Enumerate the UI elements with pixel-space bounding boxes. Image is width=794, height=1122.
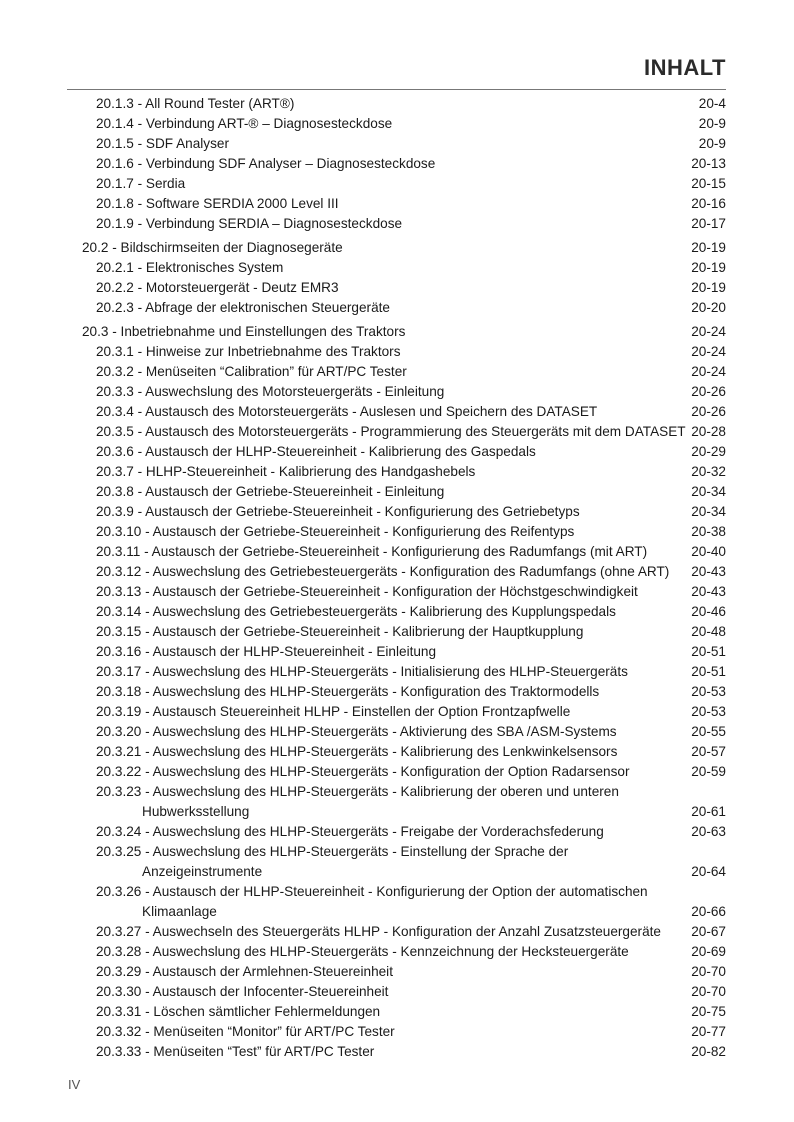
toc-entry-text-line2: Klimaanlage (142, 904, 217, 919)
toc-entry[interactable] (82, 742, 726, 762)
toc-entry-text: 20.3.2 - Menüseiten “Calibration” für ART/PC Tester (96, 364, 407, 379)
toc-entry-text: 20.3.18 - Auswechslung des HLHP-Steuergeräts - Konfiguration des Traktormodells (96, 684, 600, 699)
toc-tail-list (82, 922, 726, 1062)
toc-entry[interactable] (82, 94, 726, 114)
toc-entry-text: 20.3.21 - Auswechslung des HLHP-Steuergeräts - Kalibrierung des Lenkwinkelsensors (96, 744, 618, 759)
toc-entry[interactable] (82, 622, 726, 642)
toc-entry[interactable] (82, 882, 726, 922)
toc-entry[interactable] (82, 482, 726, 502)
toc-entry-text: 20.1.3 - All Round Tester (ART®) (96, 96, 295, 111)
toc-entry-page: 20-75 (691, 1004, 726, 1019)
toc-entry-text: 20.2.2 - Motorsteuergerät - Deutz EMR3 (96, 280, 339, 295)
toc-entry[interactable] (82, 942, 726, 962)
toc-entry-text: 20.1.9 - Verbindung SERDIA – Diagnosesteckdose (96, 216, 403, 231)
toc-entry-page: 20-34 (691, 484, 726, 499)
toc-entry[interactable] (82, 462, 726, 482)
toc-entry-page: 20-40 (691, 544, 726, 559)
toc-entry[interactable] (82, 922, 726, 942)
toc-entry[interactable] (82, 722, 726, 742)
toc-entry-text: 20.3.16 - Austausch der HLHP-Steuereinheit - Einleitung (96, 644, 437, 659)
toc-entry-page: 20-38 (691, 524, 726, 539)
toc-entry[interactable] (82, 962, 726, 982)
toc-entry-text: 20.3.9 - Austausch der Getriebe-Steuereinheit - Konfigurierung des Getriebetyps (96, 504, 580, 519)
toc-entry-text: 20.3.33 - Menüseiten “Test” für ART/PC Tester (96, 1044, 375, 1059)
toc-entry-page: 20-59 (691, 764, 726, 779)
toc-entry-text: 20.3.27 - Auswechseln des Steuergeräts HLHP - Konfiguration der Anzahl Zusatzsteuergeräte (96, 924, 661, 939)
toc-entry[interactable] (82, 154, 726, 174)
toc-entry-page: 20-32 (691, 464, 726, 479)
toc-entry[interactable] (82, 982, 726, 1002)
toc-entry-page: 20-64 (691, 864, 726, 879)
toc-entry-page: 20-4 (698, 96, 726, 111)
toc-entry-text: 20.3.28 - Auswechslung des HLHP-Steuergeräts - Kennzeichnung der Hecksteuergeräte (96, 944, 629, 959)
toc-entry-text: 20.3.32 - Menüseiten “Monitor” für ART/PC Tester (96, 1024, 395, 1039)
toc-entry-text: 20.3.12 - Auswechslung des Getriebesteuergeräts - Konfiguration des Radumfangs (ohne ART) (96, 564, 670, 579)
header-divider (67, 89, 726, 90)
toc-entry-text: 20.3.5 - Austausch des Motorsteuergeräts - Programmierung des Steuergeräts mit dem DATASET (96, 424, 686, 439)
toc-entry[interactable] (82, 782, 726, 822)
toc-entry[interactable] (82, 278, 726, 298)
toc-entry-page: 20-43 (691, 564, 726, 579)
toc-entry-text-line2: Hubwerksstellung (142, 804, 250, 819)
toc-entry[interactable] (82, 382, 726, 402)
toc-entry[interactable] (82, 114, 726, 134)
toc-entry-text: 20.2.3 - Abfrage der elektronischen Steuergeräte (96, 300, 390, 315)
toc-entry-text: 20.3.3 - Auswechslung des Motorsteuergeräts - Einleitung (96, 384, 445, 399)
toc-entry-text: 20.3.6 - Austausch der HLHP-Steuereinheit - Kalibrierung des Gaspedals (96, 444, 536, 459)
toc-entry-text-line2: Anzeigeinstrumente (142, 864, 263, 879)
toc-entry-page: 20-53 (691, 704, 726, 719)
toc-entry-page: 20-9 (698, 136, 726, 151)
toc-entry-text: 20.2.1 - Elektronisches System (96, 260, 284, 275)
table-of-contents (82, 94, 726, 1062)
toc-entry-page: 20-20 (691, 300, 726, 315)
toc-entry[interactable] (82, 522, 726, 542)
toc-entry-text: 20.3.11 - Austausch der Getriebe-Steuereinheit - Konfigurierung des Radumfangs (mit ART) (96, 544, 648, 559)
toc-entry-page: 20-15 (691, 176, 726, 191)
toc-entry-page: 20-43 (691, 584, 726, 599)
toc-entry-page: 20-51 (691, 664, 726, 679)
toc-entry-page: 20-19 (691, 240, 726, 255)
toc-entry-text: 20.1.8 - Software SERDIA 2000 Level III (96, 196, 339, 211)
toc-entry[interactable] (82, 562, 726, 582)
toc-entry-page: 20-17 (691, 216, 726, 231)
toc-entry-text (96, 782, 687, 822)
toc-main-list (82, 94, 726, 782)
toc-entry-page: 20-55 (691, 724, 726, 739)
toc-entry-page: 20-57 (691, 744, 726, 759)
toc-entry-page: 20-51 (691, 644, 726, 659)
toc-entry-page: 20-66 (691, 904, 726, 919)
toc-entry-page: 20-77 (691, 1024, 726, 1039)
toc-entry-page: 20-24 (691, 344, 726, 359)
toc-entry-text: 20.1.7 - Serdia (96, 176, 186, 191)
toc-entry[interactable] (82, 1002, 726, 1022)
toc-entry-text-line1: 20.3.25 - Auswechslung des HLHP-Steuergeräts - Einstellung der Sprache der (96, 844, 569, 859)
page-number: IV (68, 1077, 81, 1092)
toc-entry-text: 20.1.4 - Verbindung ART-® – Diagnosesteckdose (96, 116, 393, 131)
toc-entry-page: 20-48 (691, 624, 726, 639)
toc-entry-text: 20.3.22 - Auswechslung des HLHP-Steuergeräts - Konfiguration der Option Radarsensor (96, 764, 630, 779)
toc-entry-text: 20.3 - Inbetriebnahme und Einstellungen des Traktors (82, 324, 406, 339)
toc-entry-text: 20.3.8 - Austausch der Getriebe-Steuereinheit - Einleitung (96, 484, 445, 499)
toc-entry-text: 20.3.10 - Austausch der Getriebe-Steuereinheit - Konfigurierung des Reifentyps (96, 524, 575, 539)
toc-entry[interactable] (82, 542, 726, 562)
toc-entry[interactable] (82, 1042, 726, 1062)
toc-entry[interactable] (82, 298, 726, 318)
toc-entry-page: 20-67 (691, 924, 726, 939)
toc-entry[interactable] (82, 662, 726, 682)
toc-entry-text (96, 882, 687, 922)
toc-entry-text: 20.3.31 - Löschen sämtlicher Fehlermeldungen (96, 1004, 381, 1019)
toc-entry-page: 20-24 (691, 364, 726, 379)
toc-entry-text (96, 842, 687, 882)
toc-entry[interactable] (82, 134, 726, 154)
toc-entry[interactable] (82, 194, 726, 214)
toc-section-entry[interactable] (82, 322, 726, 342)
toc-entry-text: 20.3.13 - Austausch der Getriebe-Steuereinheit - Konfiguration der Höchstgeschwindigkeit (96, 584, 638, 599)
toc-entry[interactable] (82, 682, 726, 702)
toc-entry[interactable] (82, 1022, 726, 1042)
toc-entry-text: 20.1.5 - SDF Analyser (96, 136, 229, 151)
toc-entry-page: 20-26 (691, 404, 726, 419)
toc-entry-text: 20.3.7 - HLHP-Steuereinheit - Kalibrierung des Handgashebels (96, 464, 476, 479)
toc-entry-page: 20-61 (691, 804, 726, 819)
toc-entry[interactable] (82, 174, 726, 194)
toc-entry-page: 20-34 (691, 504, 726, 519)
toc-entry-page: 20-13 (691, 156, 726, 171)
toc-entry-page: 20-29 (691, 444, 726, 459)
toc-entry[interactable] (82, 214, 726, 234)
toc-entry-text: 20.3.24 - Auswechslung des HLHP-Steuergeräts - Freigabe der Vorderachsfederung (96, 824, 604, 839)
toc-entry[interactable] (82, 762, 726, 782)
toc-entry[interactable] (82, 642, 726, 662)
toc-entry-text: 20.3.29 - Austausch der Armlehnen-Steuereinheit (96, 964, 393, 979)
toc-entry-page: 20-46 (691, 604, 726, 619)
toc-entry-text: 20.3.1 - Hinweise zur Inbetriebnahme des Traktors (96, 344, 401, 359)
toc-entry-page: 20-82 (691, 1044, 726, 1059)
toc-entry-text: 20.1.6 - Verbindung SDF Analyser – Diagnosesteckdose (96, 156, 436, 171)
toc-entry-text: 20.3.15 - Austausch der Getriebe-Steuereinheit - Kalibrierung der Hauptkupplung (96, 624, 584, 639)
toc-entry-text: 20.3.30 - Austausch der Infocenter-Steuereinheit (96, 984, 389, 999)
toc-entry-text-line1: 20.3.26 - Austausch der HLHP-Steuereinheit - Konfigurierung der Option der automatischen (96, 884, 648, 899)
toc-entry-page: 20-24 (691, 324, 726, 339)
toc-entry-text: 20.3.14 - Auswechslung des Getriebesteuergeräts - Kalibrierung des Kupplungspedals (96, 604, 616, 619)
toc-entry-text: 20.3.20 - Auswechslung des HLHP-Steuergeräts - Aktivierung des SBA /ASM-Systems (96, 724, 617, 739)
toc-entry[interactable] (82, 842, 726, 882)
toc-entry-text: 20.2 - Bildschirmseiten der Diagnosegeräte (82, 240, 343, 255)
toc-entry-text: 20.3.17 - Auswechslung des HLHP-Steuergeräts - Initialisierung des HLHP-Steuergeräts (96, 664, 628, 679)
toc-entry-page: 20-53 (691, 684, 726, 699)
toc-entry-page: 20-69 (691, 944, 726, 959)
toc-section-entry[interactable] (82, 238, 726, 258)
toc-entry[interactable] (82, 342, 726, 362)
toc-entry[interactable] (82, 442, 726, 462)
toc-entry-text-line1: 20.3.23 - Auswechslung des HLHP-Steuergeräts - Kalibrierung der oberen und unteren (96, 784, 619, 799)
toc-entry-page: 20-63 (691, 824, 726, 839)
toc-entry[interactable] (82, 822, 726, 842)
toc-entry-page: 20-26 (691, 384, 726, 399)
toc-entry-page: 20-16 (691, 196, 726, 211)
toc-entry[interactable] (82, 702, 726, 722)
page-title: INHALT (643, 55, 726, 80)
toc-entry[interactable] (82, 602, 726, 622)
toc-entry[interactable] (82, 502, 726, 522)
toc-entry-page: 20-28 (691, 424, 726, 439)
toc-entry[interactable] (82, 402, 726, 422)
toc-entry-page: 20-70 (691, 964, 726, 979)
toc-entry-text: 20.3.4 - Austausch des Motorsteuergeräts - Auslesen und Speichern des DATASET (96, 404, 598, 419)
toc-entry[interactable] (82, 258, 726, 278)
toc-entry-page: 20-19 (691, 260, 726, 275)
toc-entry-page: 20-19 (691, 280, 726, 295)
toc-entry[interactable] (82, 422, 726, 442)
toc-entry-page: 20-9 (698, 116, 726, 131)
toc-entry-text: 20.3.19 - Austausch Steuereinheit HLHP - Einstellen der Option Frontzapfwelle (96, 704, 571, 719)
toc-entry-page: 20-70 (691, 984, 726, 999)
toc-entry[interactable] (82, 582, 726, 602)
toc-entry[interactable] (82, 362, 726, 382)
